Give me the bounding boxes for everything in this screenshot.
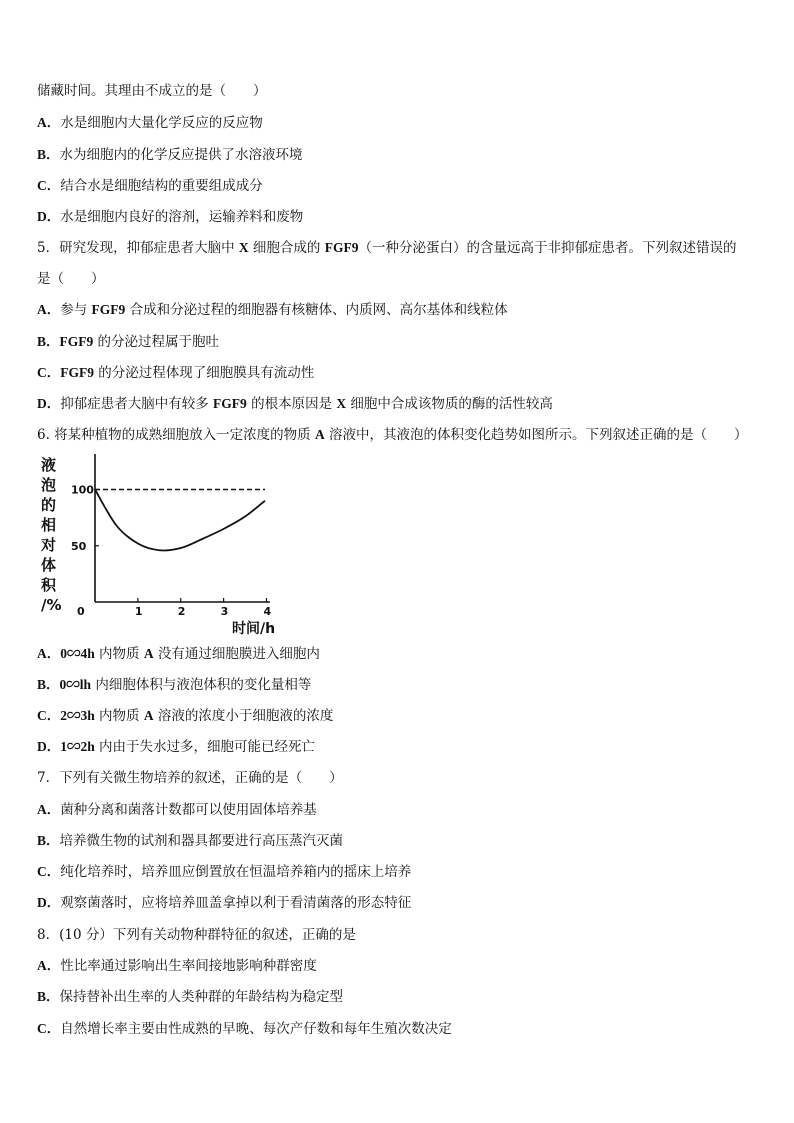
line-text: 溶液中，其液泡的体积变化趋势如图所示。下列叙述正确的是（ ） <box>324 427 748 443</box>
text-line <box>37 831 343 851</box>
line-text: 的分泌过程属于胞吐 <box>93 334 220 350</box>
bold-term: 2∽3h <box>60 708 95 723</box>
option-letter: A． <box>37 302 61 317</box>
option-letter: C． <box>37 178 61 193</box>
bold-term: FGF9 <box>324 240 359 255</box>
bold-term: FGF9 <box>91 302 126 317</box>
option-letter: B． <box>37 334 60 349</box>
line-text: 观察菌落时，应将培养皿盖拿掉以利于看清菌落的形态特征 <box>60 895 412 911</box>
text-line <box>37 332 219 352</box>
bold-term: X <box>336 396 347 411</box>
line-text: 细胞合成的 <box>248 240 325 256</box>
text-line <box>37 862 411 882</box>
y-label-char: 体 <box>41 556 57 574</box>
text-line <box>37 675 311 695</box>
text-line <box>37 145 303 165</box>
line-text: 细胞中合成该物质的酶的活性较高 <box>346 396 553 412</box>
line-text: 保持替补出生率的人类种群的年龄结构为稳定型 <box>59 989 344 1005</box>
x-tick-label: 2 <box>177 605 186 618</box>
line-text: 内物质 <box>94 708 144 724</box>
option-letter: D． <box>37 895 61 910</box>
line-text: 溶液的浓度小于细胞液的浓度 <box>153 708 334 724</box>
text-line <box>37 207 303 227</box>
line-text: 自然增长率主要由性成熟的早晚、每次产仔数和每年生殖次数决定 <box>60 1021 452 1037</box>
vacuole-volume-chart <box>37 452 282 642</box>
bold-term: 1∽2h <box>60 739 95 754</box>
y-tick-label: 50 <box>71 539 87 553</box>
line-text: 没有通过细胞膜进入细胞内 <box>153 646 320 662</box>
text-line <box>37 269 105 289</box>
option-letter: C． <box>37 365 61 380</box>
text-line <box>37 113 263 133</box>
text-line <box>37 238 736 258</box>
text-line <box>37 768 343 788</box>
line-text: 纯化培养时，培养皿应倒置放在恒温培养箱内的摇床上培养 <box>60 864 412 880</box>
text-line <box>37 800 317 820</box>
line-text: 水为细胞内的化学反应提供了水溶液环境 <box>59 147 303 163</box>
line-text: 是（ ） <box>37 271 105 287</box>
line-text: 的根本原因是 <box>246 396 337 412</box>
y-axis-label <box>40 456 62 614</box>
line-text: 水是细胞内大量化学反应的反应物 <box>60 115 263 131</box>
x-tick-label: 1 <box>134 605 143 618</box>
text-line <box>37 394 553 414</box>
series-curve-vacuole-volume <box>95 490 265 551</box>
option-letter: B． <box>37 677 60 692</box>
option-letter: B． <box>37 147 60 162</box>
option-letter: C． <box>37 1021 61 1036</box>
option-letter: A． <box>37 115 61 130</box>
bold-term: 0∽4h <box>60 646 95 661</box>
line-text: 6. 将某种植物的成熟细胞放入一定浓度的物质 <box>37 427 315 443</box>
option-letter: D． <box>37 209 61 224</box>
line-text: 参与 <box>60 302 92 318</box>
text-line <box>37 176 263 196</box>
text-line <box>37 81 267 101</box>
option-letter: B． <box>37 989 60 1004</box>
chart-series <box>95 490 265 551</box>
bold-term: A <box>143 646 154 661</box>
line-text: 内物质 <box>94 646 144 662</box>
line-text: 7．下列有关微生物培养的叙述，正确的是（ ） <box>37 770 343 786</box>
option-letter: D． <box>37 396 61 411</box>
x-tick-label: 3 <box>220 605 229 618</box>
chart-axes <box>95 454 270 602</box>
bold-term: X <box>238 240 249 255</box>
line-text: 8．(10 分）下列有关动物种群特征的叙述，正确的是 <box>37 927 356 943</box>
line-text: 储藏时间。其理由不成立的是（ ） <box>37 83 267 99</box>
line-text: 5．研究发现，抑郁症患者大脑中 <box>37 240 239 256</box>
text-line <box>37 363 314 383</box>
option-letter: A． <box>37 802 61 817</box>
line-text: 抑郁症患者大脑中有较多 <box>60 396 214 412</box>
y-label-char: 的 <box>41 496 57 514</box>
text-line <box>37 425 748 445</box>
y-label-char: /% <box>41 596 62 614</box>
bold-term: A <box>143 708 154 723</box>
y-tick-label: 100 <box>71 483 94 497</box>
option-letter: A． <box>37 958 61 973</box>
x-tick-label: 0 <box>77 605 85 618</box>
line-text: 内由于失水过多，细胞可能已经死亡 <box>94 739 316 755</box>
text-line <box>37 300 508 320</box>
line-text: 内细胞体积与液泡体积的变化量相等 <box>91 677 312 693</box>
line-text: 水是细胞内良好的溶剂，运输养料和废物 <box>60 209 304 225</box>
line-text: 性比率通过影响出生率间接地影响种群密度 <box>60 958 317 974</box>
bold-term: FGF9 <box>213 396 247 411</box>
y-label-char: 泡 <box>41 476 57 494</box>
text-line <box>37 1019 452 1039</box>
text-line <box>37 706 333 726</box>
line-text: 培养微生物的试剂和器具都要进行高压蒸汽灭菌 <box>59 833 344 849</box>
line-text: 结合水是细胞结构的重要组成成分 <box>60 178 263 194</box>
y-label-char: 相 <box>41 516 57 534</box>
text-line <box>37 987 343 1007</box>
text-line <box>37 737 315 757</box>
text-line <box>37 644 320 664</box>
bold-term: 0∽lh <box>59 677 92 692</box>
option-letter: C． <box>37 708 61 723</box>
bold-term: A <box>314 427 325 442</box>
y-label-char: 积 <box>41 576 57 594</box>
option-letter: C． <box>37 864 61 879</box>
option-letter: D． <box>37 739 61 754</box>
line-text: 菌种分离和菌落计数都可以使用固体培养基 <box>60 802 317 818</box>
line-text: （一种分泌蛋白）的含量远高于非抑郁症患者。下列叙述错误的 <box>358 240 737 256</box>
text-line <box>37 893 411 913</box>
bold-term: FGF9 <box>60 365 94 380</box>
line-text: 合成和分泌过程的细胞器有核糖体、内质网、高尔基体和线粒体 <box>125 302 508 318</box>
option-letter: B． <box>37 833 60 848</box>
y-label-char: 对 <box>41 536 57 554</box>
text-line <box>37 956 317 976</box>
option-letter: A． <box>37 646 61 661</box>
x-axis-label: 时间/h <box>232 621 276 637</box>
text-line <box>37 925 356 945</box>
bold-term: FGF9 <box>59 334 94 349</box>
y-label-char: 液 <box>41 456 57 474</box>
line-text: 的分泌过程体现了细胞膜具有流动性 <box>94 365 315 381</box>
x-tick-label: 4 <box>263 605 272 618</box>
